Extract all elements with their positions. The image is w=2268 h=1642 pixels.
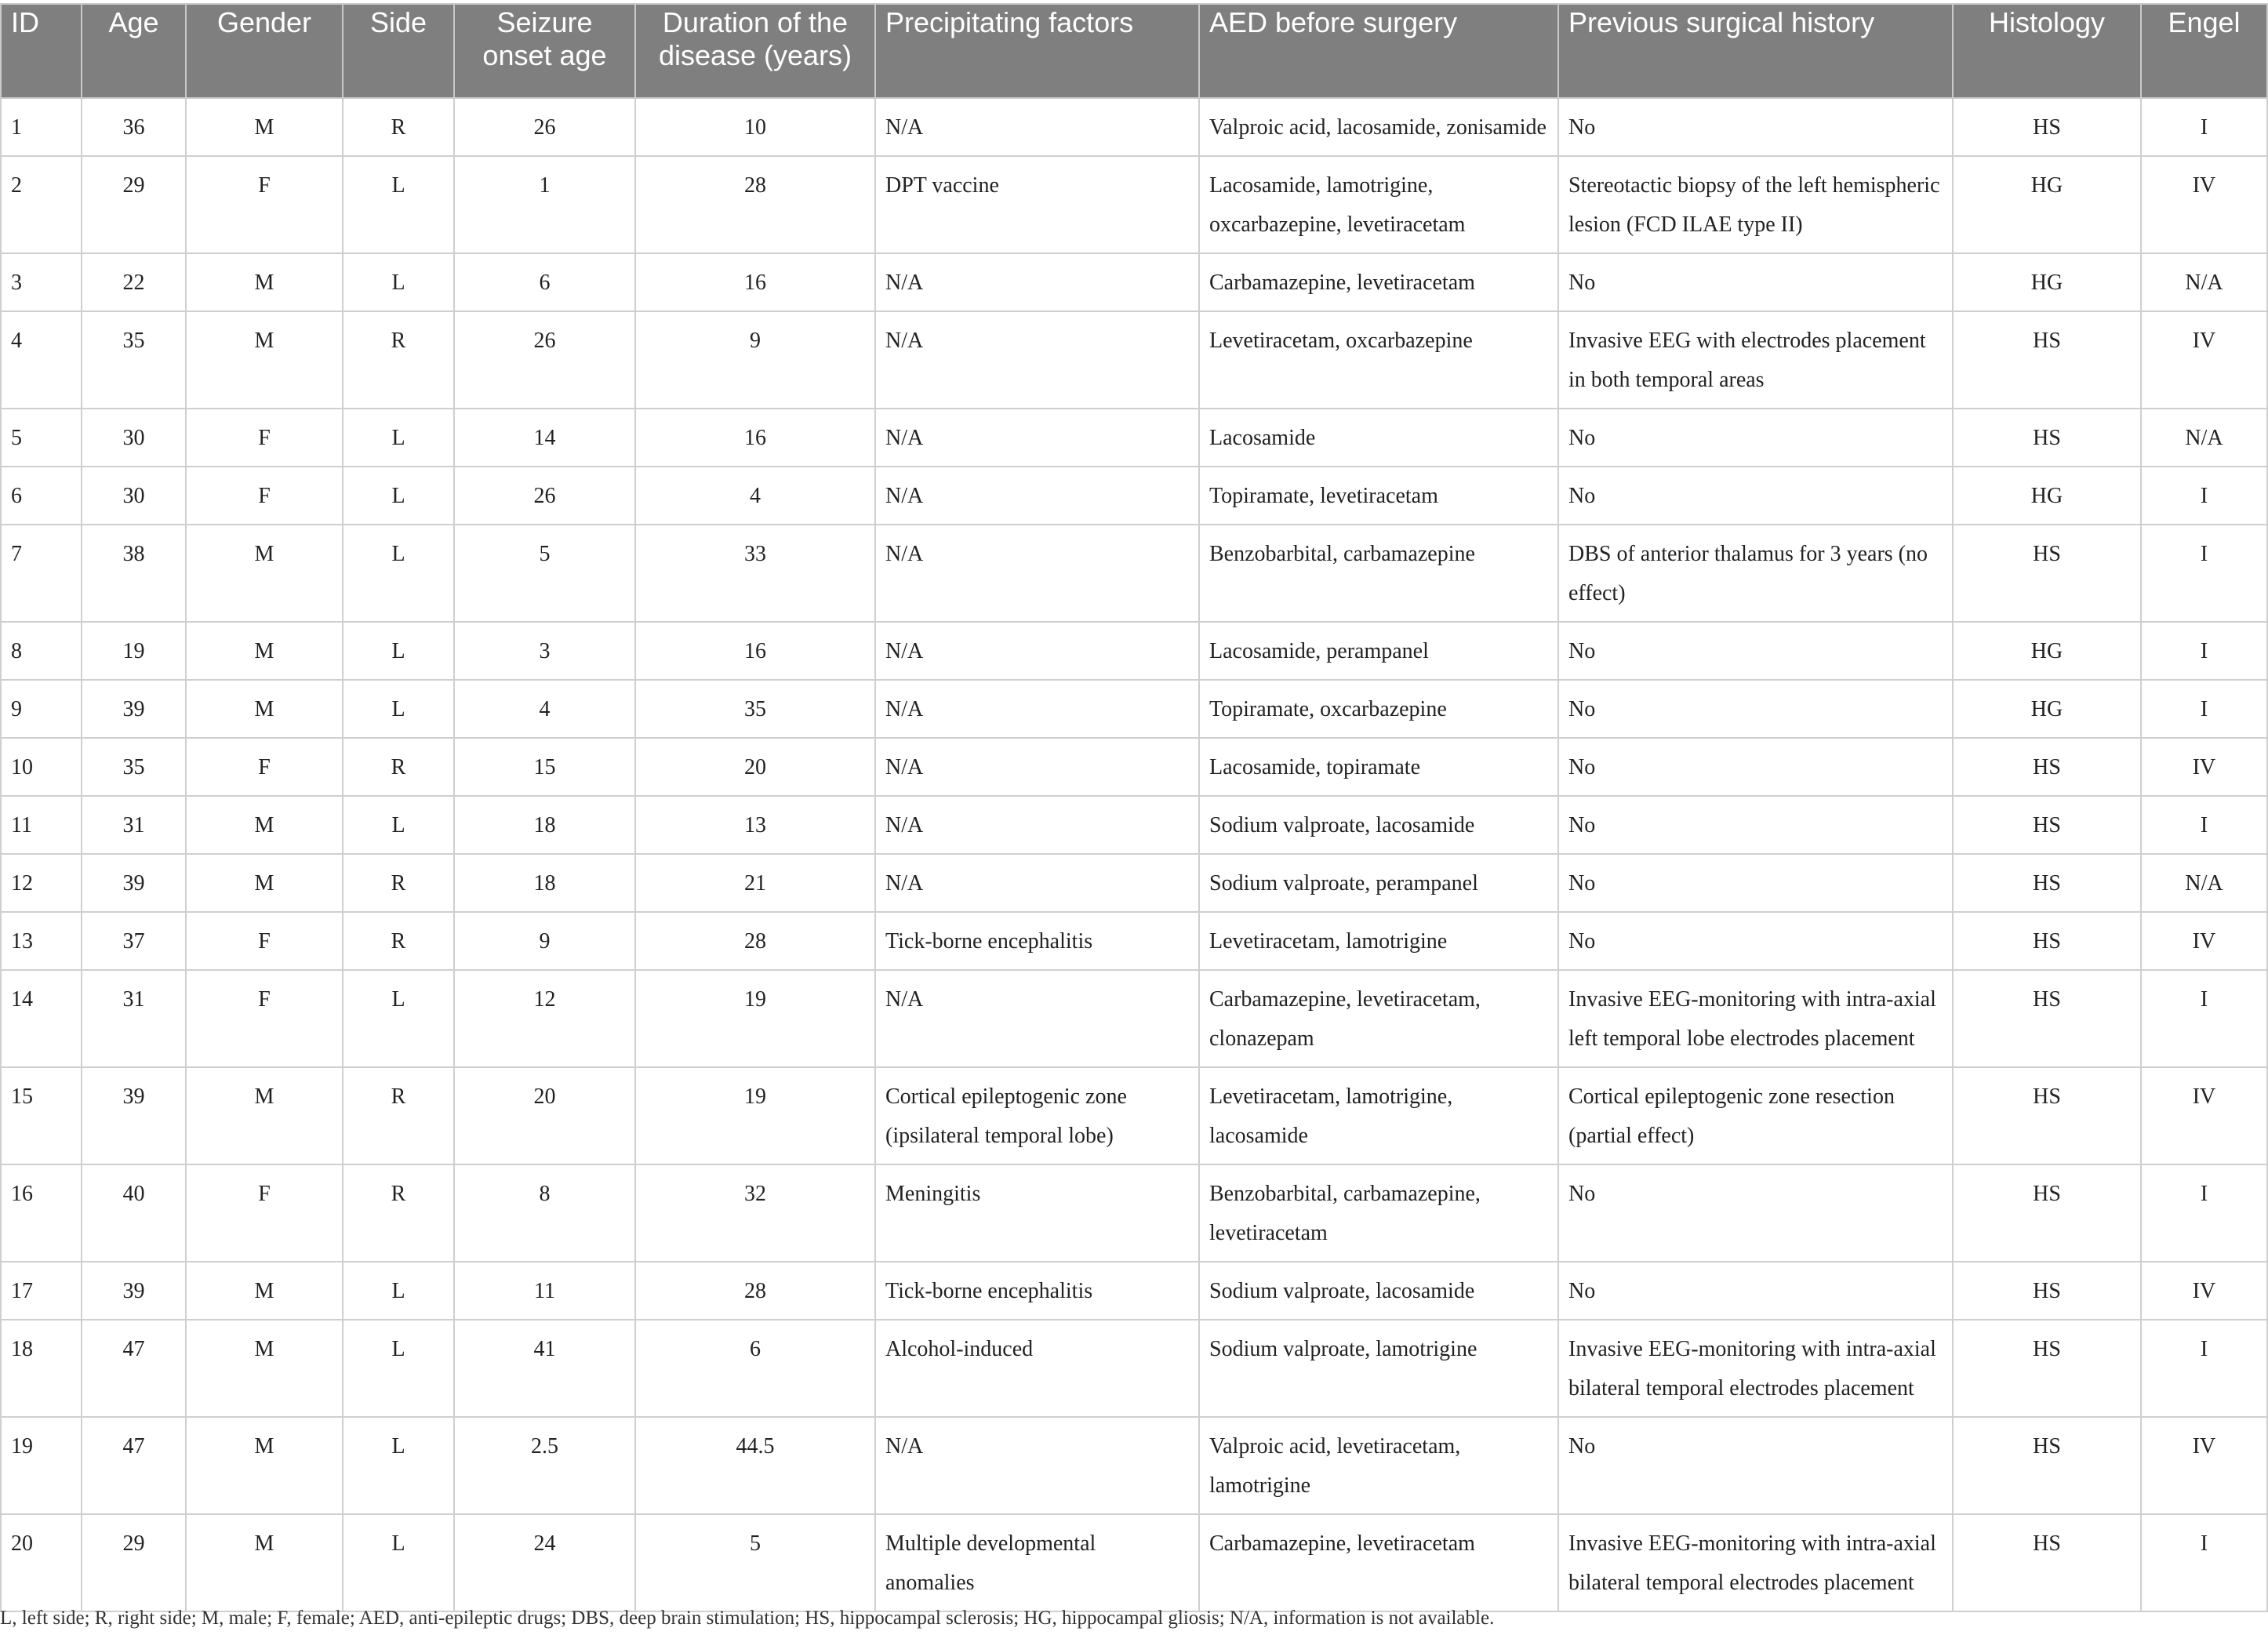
precipitating-factors-cell: N/A — [875, 311, 1199, 409]
table-row — [1, 98, 2267, 156]
age-cell: 36 — [82, 98, 186, 156]
side-cell: L — [343, 796, 454, 854]
table-row — [1, 467, 2267, 525]
precipitating-factors-cell: N/A — [875, 622, 1199, 680]
gender-cell: M — [186, 1067, 343, 1164]
histology-cell: HS — [1953, 1067, 2141, 1164]
surgical-history-cell: No — [1558, 98, 1953, 156]
age-cell: 30 — [82, 409, 186, 467]
header-gender: Gender — [186, 4, 343, 98]
seizure-onset-age-cell: 2.5 — [454, 1417, 635, 1514]
engel-cell: IV — [2141, 1417, 2267, 1514]
engel-cell: I — [2141, 525, 2267, 622]
id-cell: 13 — [1, 912, 82, 970]
duration-cell: 28 — [635, 912, 875, 970]
engel-cell: IV — [2141, 311, 2267, 409]
gender-cell: M — [186, 854, 343, 912]
histology-cell: HS — [1953, 1164, 2141, 1262]
seizure-onset-age-cell: 4 — [454, 680, 635, 738]
precipitating-factors-cell: N/A — [875, 854, 1199, 912]
id-cell: 7 — [1, 525, 82, 622]
histology-cell: HG — [1953, 680, 2141, 738]
engel-cell: I — [2141, 680, 2267, 738]
side-cell: L — [343, 467, 454, 525]
header-engel: Engel — [2141, 4, 2267, 98]
header-id: ID — [1, 4, 82, 98]
histology-cell: HG — [1953, 622, 2141, 680]
aed-cell: Sodium valproate, perampanel — [1199, 854, 1558, 912]
gender-cell: M — [186, 796, 343, 854]
id-cell: 9 — [1, 680, 82, 738]
header-seizure-onset-age: Seizure onset age — [454, 4, 635, 98]
gender-cell: F — [186, 970, 343, 1067]
histology-cell: HS — [1953, 1514, 2141, 1611]
precipitating-factors-cell: N/A — [875, 98, 1199, 156]
gender-cell: M — [186, 525, 343, 622]
precipitating-factors-cell: N/A — [875, 796, 1199, 854]
histology-cell: HS — [1953, 98, 2141, 156]
precipitating-factors-cell: N/A — [875, 970, 1199, 1067]
engel-cell: I — [2141, 467, 2267, 525]
gender-cell: F — [186, 912, 343, 970]
table-header — [1, 4, 2267, 98]
id-cell: 8 — [1, 622, 82, 680]
id-cell: 20 — [1, 1514, 82, 1611]
aed-cell: Valproic acid, lacosamide, zonisamide — [1199, 98, 1558, 156]
precipitating-factors-cell: N/A — [875, 738, 1199, 796]
id-cell: 16 — [1, 1164, 82, 1262]
seizure-onset-age-cell: 26 — [454, 467, 635, 525]
table-row — [1, 680, 2267, 738]
surgical-history-cell: No — [1558, 467, 1953, 525]
age-cell: 40 — [82, 1164, 186, 1262]
seizure-onset-age-cell: 24 — [454, 1514, 635, 1611]
seizure-onset-age-cell: 1 — [454, 156, 635, 253]
seizure-onset-age-cell: 18 — [454, 854, 635, 912]
duration-cell: 20 — [635, 738, 875, 796]
duration-cell: 35 — [635, 680, 875, 738]
engel-cell: IV — [2141, 156, 2267, 253]
side-cell: R — [343, 912, 454, 970]
side-cell: R — [343, 854, 454, 912]
gender-cell: M — [186, 1514, 343, 1611]
duration-cell: 13 — [635, 796, 875, 854]
surgical-history-cell: No — [1558, 622, 1953, 680]
id-cell: 14 — [1, 970, 82, 1067]
age-cell: 39 — [82, 1262, 186, 1320]
side-cell: L — [343, 680, 454, 738]
precipitating-factors-cell: Alcohol-induced — [875, 1320, 1199, 1417]
duration-cell: 5 — [635, 1514, 875, 1611]
engel-cell: I — [2141, 1320, 2267, 1417]
duration-cell: 44.5 — [635, 1417, 875, 1514]
aed-cell: Benzobarbital, carbamazepine — [1199, 525, 1558, 622]
seizure-onset-age-cell: 14 — [454, 409, 635, 467]
duration-cell: 16 — [635, 409, 875, 467]
side-cell: R — [343, 1067, 454, 1164]
aed-cell: Sodium valproate, lacosamide — [1199, 1262, 1558, 1320]
engel-cell: I — [2141, 970, 2267, 1067]
age-cell: 30 — [82, 467, 186, 525]
aed-cell: Topiramate, oxcarbazepine — [1199, 680, 1558, 738]
table-body — [1, 98, 2267, 1611]
duration-cell: 19 — [635, 1067, 875, 1164]
precipitating-factors-cell: Meningitis — [875, 1164, 1199, 1262]
duration-cell: 6 — [635, 1320, 875, 1417]
seizure-onset-age-cell: 26 — [454, 98, 635, 156]
table-row — [1, 854, 2267, 912]
gender-cell: F — [186, 409, 343, 467]
engel-cell: N/A — [2141, 409, 2267, 467]
side-cell: L — [343, 409, 454, 467]
surgical-history-cell: No — [1558, 1262, 1953, 1320]
gender-cell: M — [186, 1320, 343, 1417]
engel-cell: IV — [2141, 912, 2267, 970]
table-row — [1, 1514, 2267, 1611]
id-cell: 18 — [1, 1320, 82, 1417]
duration-cell: 19 — [635, 970, 875, 1067]
duration-cell: 10 — [635, 98, 875, 156]
id-cell: 5 — [1, 409, 82, 467]
side-cell: L — [343, 1320, 454, 1417]
duration-cell: 4 — [635, 467, 875, 525]
header-aed-before-surgery: AED before surgery — [1199, 4, 1558, 98]
age-cell: 22 — [82, 253, 186, 311]
aed-cell: Sodium valproate, lacosamide — [1199, 796, 1558, 854]
side-cell: R — [343, 98, 454, 156]
table-row — [1, 1417, 2267, 1514]
age-cell: 31 — [82, 970, 186, 1067]
table-footnote: L, left side; R, right side; M, male; F, female; AED, anti-epileptic drugs; DBS, deep brain stimulation; HS, hippocampal sclerosis; HG, hippocampal gliosis; N/A, information is not available. — [0, 1607, 1495, 1629]
id-cell: 1 — [1, 98, 82, 156]
age-cell: 35 — [82, 311, 186, 409]
id-cell: 17 — [1, 1262, 82, 1320]
seizure-onset-age-cell: 5 — [454, 525, 635, 622]
precipitating-factors-cell: N/A — [875, 680, 1199, 738]
patient-data-table — [0, 3, 2268, 1612]
precipitating-factors-cell: DPT vaccine — [875, 156, 1199, 253]
seizure-onset-age-cell: 9 — [454, 912, 635, 970]
id-cell: 10 — [1, 738, 82, 796]
aed-cell: Carbamazepine, levetiracetam — [1199, 1514, 1558, 1611]
age-cell: 38 — [82, 525, 186, 622]
surgical-history-cell: Cortical epileptogenic zone resection (partial effect) — [1558, 1067, 1953, 1164]
header-duration: Duration of the disease (years) — [635, 4, 875, 98]
seizure-onset-age-cell: 15 — [454, 738, 635, 796]
engel-cell: I — [2141, 1164, 2267, 1262]
gender-cell: F — [186, 156, 343, 253]
duration-cell: 16 — [635, 253, 875, 311]
histology-cell: HS — [1953, 970, 2141, 1067]
duration-cell: 32 — [635, 1164, 875, 1262]
surgical-history-cell: Stereotactic biopsy of the left hemispheric lesion (FCD ILAE type II) — [1558, 156, 1953, 253]
surgical-history-cell: Invasive EEG-monitoring with intra-axial left temporal lobe electrodes placement — [1558, 970, 1953, 1067]
id-cell: 12 — [1, 854, 82, 912]
surgical-history-cell: No — [1558, 1417, 1953, 1514]
histology-cell: HS — [1953, 912, 2141, 970]
surgical-history-cell: DBS of anterior thalamus for 3 years (no effect) — [1558, 525, 1953, 622]
duration-cell: 33 — [635, 525, 875, 622]
table-row — [1, 1067, 2267, 1164]
seizure-onset-age-cell: 12 — [454, 970, 635, 1067]
table-row — [1, 409, 2267, 467]
aed-cell: Valproic acid, levetiracetam, lamotrigine — [1199, 1417, 1558, 1514]
surgical-history-cell: Invasive EEG with electrodes placement in both temporal areas — [1558, 311, 1953, 409]
seizure-onset-age-cell: 11 — [454, 1262, 635, 1320]
surgical-history-cell: No — [1558, 680, 1953, 738]
duration-cell: 9 — [635, 311, 875, 409]
engel-cell: I — [2141, 796, 2267, 854]
seizure-onset-age-cell: 26 — [454, 311, 635, 409]
id-cell: 3 — [1, 253, 82, 311]
histology-cell: HS — [1953, 409, 2141, 467]
age-cell: 39 — [82, 1067, 186, 1164]
histology-cell: HG — [1953, 467, 2141, 525]
duration-cell: 28 — [635, 1262, 875, 1320]
table-row — [1, 311, 2267, 409]
table-row — [1, 622, 2267, 680]
engel-cell: I — [2141, 1514, 2267, 1611]
seizure-onset-age-cell: 41 — [454, 1320, 635, 1417]
side-cell: L — [343, 1262, 454, 1320]
table-row — [1, 912, 2267, 970]
surgical-history-cell: No — [1558, 796, 1953, 854]
aed-cell: Lacosamide — [1199, 409, 1558, 467]
aed-cell: Levetiracetam, oxcarbazepine — [1199, 311, 1558, 409]
gender-cell: M — [186, 253, 343, 311]
side-cell: L — [343, 156, 454, 253]
side-cell: L — [343, 253, 454, 311]
histology-cell: HG — [1953, 156, 2141, 253]
gender-cell: F — [186, 738, 343, 796]
aed-cell: Levetiracetam, lamotrigine — [1199, 912, 1558, 970]
surgical-history-cell: No — [1558, 409, 1953, 467]
side-cell: L — [343, 525, 454, 622]
engel-cell: N/A — [2141, 854, 2267, 912]
age-cell: 47 — [82, 1320, 186, 1417]
engel-cell: IV — [2141, 738, 2267, 796]
precipitating-factors-cell: N/A — [875, 1417, 1199, 1514]
precipitating-factors-cell: Tick-borne encephalitis — [875, 912, 1199, 970]
gender-cell: F — [186, 1164, 343, 1262]
age-cell: 19 — [82, 622, 186, 680]
precipitating-factors-cell: Tick-borne encephalitis — [875, 1262, 1199, 1320]
header-histology: Histology — [1953, 4, 2141, 98]
id-cell: 2 — [1, 156, 82, 253]
precipitating-factors-cell: N/A — [875, 409, 1199, 467]
side-cell: L — [343, 1417, 454, 1514]
header-age: Age — [82, 4, 186, 98]
age-cell: 39 — [82, 854, 186, 912]
surgical-history-cell: No — [1558, 1164, 1953, 1262]
duration-cell: 16 — [635, 622, 875, 680]
id-cell: 11 — [1, 796, 82, 854]
age-cell: 35 — [82, 738, 186, 796]
gender-cell: M — [186, 1417, 343, 1514]
seizure-onset-age-cell: 6 — [454, 253, 635, 311]
histology-cell: HS — [1953, 1417, 2141, 1514]
side-cell: R — [343, 1164, 454, 1262]
aed-cell: Sodium valproate, lamotrigine — [1199, 1320, 1558, 1417]
age-cell: 29 — [82, 156, 186, 253]
engel-cell: N/A — [2141, 253, 2267, 311]
duration-cell: 21 — [635, 854, 875, 912]
surgical-history-cell: Invasive EEG-monitoring with intra-axial bilateral temporal electrodes placement — [1558, 1320, 1953, 1417]
aed-cell: Levetiracetam, lamotrigine, lacosamide — [1199, 1067, 1558, 1164]
engel-cell: IV — [2141, 1262, 2267, 1320]
engel-cell: I — [2141, 622, 2267, 680]
side-cell: R — [343, 311, 454, 409]
table-row — [1, 738, 2267, 796]
id-cell: 4 — [1, 311, 82, 409]
histology-cell: HG — [1953, 253, 2141, 311]
table-row — [1, 1164, 2267, 1262]
precipitating-factors-cell: Cortical epileptogenic zone (ipsilateral temporal lobe) — [875, 1067, 1199, 1164]
age-cell: 47 — [82, 1417, 186, 1514]
aed-cell: Lacosamide, lamotrigine, oxcarbazepine, levetiracetam — [1199, 156, 1558, 253]
seizure-onset-age-cell: 3 — [454, 622, 635, 680]
side-cell: L — [343, 970, 454, 1067]
duration-cell: 28 — [635, 156, 875, 253]
header-side: Side — [343, 4, 454, 98]
gender-cell: M — [186, 98, 343, 156]
seizure-onset-age-cell: 8 — [454, 1164, 635, 1262]
histology-cell: HS — [1953, 311, 2141, 409]
age-cell: 37 — [82, 912, 186, 970]
gender-cell: F — [186, 467, 343, 525]
id-cell: 6 — [1, 467, 82, 525]
precipitating-factors-cell: N/A — [875, 467, 1199, 525]
engel-cell: IV — [2141, 1067, 2267, 1164]
histology-cell: HS — [1953, 525, 2141, 622]
aed-cell: Lacosamide, perampanel — [1199, 622, 1558, 680]
surgical-history-cell: No — [1558, 912, 1953, 970]
engel-cell: I — [2141, 98, 2267, 156]
age-cell: 39 — [82, 680, 186, 738]
seizure-onset-age-cell: 18 — [454, 796, 635, 854]
age-cell: 29 — [82, 1514, 186, 1611]
table-row — [1, 156, 2267, 253]
precipitating-factors-cell: Multiple developmental anomalies — [875, 1514, 1199, 1611]
aed-cell: Lacosamide, topiramate — [1199, 738, 1558, 796]
histology-cell: HS — [1953, 854, 2141, 912]
side-cell: L — [343, 622, 454, 680]
surgical-history-cell: Invasive EEG-monitoring with intra-axial bilateral temporal electrodes placement — [1558, 1514, 1953, 1611]
gender-cell: M — [186, 311, 343, 409]
id-cell: 15 — [1, 1067, 82, 1164]
header-precipitating-factors: Precipitating factors — [875, 4, 1199, 98]
table-row — [1, 970, 2267, 1067]
gender-cell: M — [186, 622, 343, 680]
table-row — [1, 1262, 2267, 1320]
aed-cell: Carbamazepine, levetiracetam — [1199, 253, 1558, 311]
precipitating-factors-cell: N/A — [875, 525, 1199, 622]
histology-cell: HS — [1953, 796, 2141, 854]
precipitating-factors-cell: N/A — [875, 253, 1199, 311]
histology-cell: HS — [1953, 738, 2141, 796]
age-cell: 31 — [82, 796, 186, 854]
side-cell: R — [343, 738, 454, 796]
histology-cell: HS — [1953, 1320, 2141, 1417]
histology-cell: HS — [1953, 1262, 2141, 1320]
table-row — [1, 1320, 2267, 1417]
seizure-onset-age-cell: 20 — [454, 1067, 635, 1164]
id-cell: 19 — [1, 1417, 82, 1514]
aed-cell: Topiramate, levetiracetam — [1199, 467, 1558, 525]
aed-cell: Benzobarbital, carbamazepine, levetiracetam — [1199, 1164, 1558, 1262]
surgical-history-cell: No — [1558, 253, 1953, 311]
header-row — [1, 4, 2267, 98]
gender-cell: M — [186, 1262, 343, 1320]
side-cell: L — [343, 1514, 454, 1611]
table-row — [1, 525, 2267, 622]
header-previous-surgical-history: Previous surgical history — [1558, 4, 1953, 98]
surgical-history-cell: No — [1558, 854, 1953, 912]
table-row — [1, 253, 2267, 311]
surgical-history-cell: No — [1558, 738, 1953, 796]
table-row — [1, 796, 2267, 854]
aed-cell: Carbamazepine, levetiracetam, clonazepam — [1199, 970, 1558, 1067]
gender-cell: M — [186, 680, 343, 738]
